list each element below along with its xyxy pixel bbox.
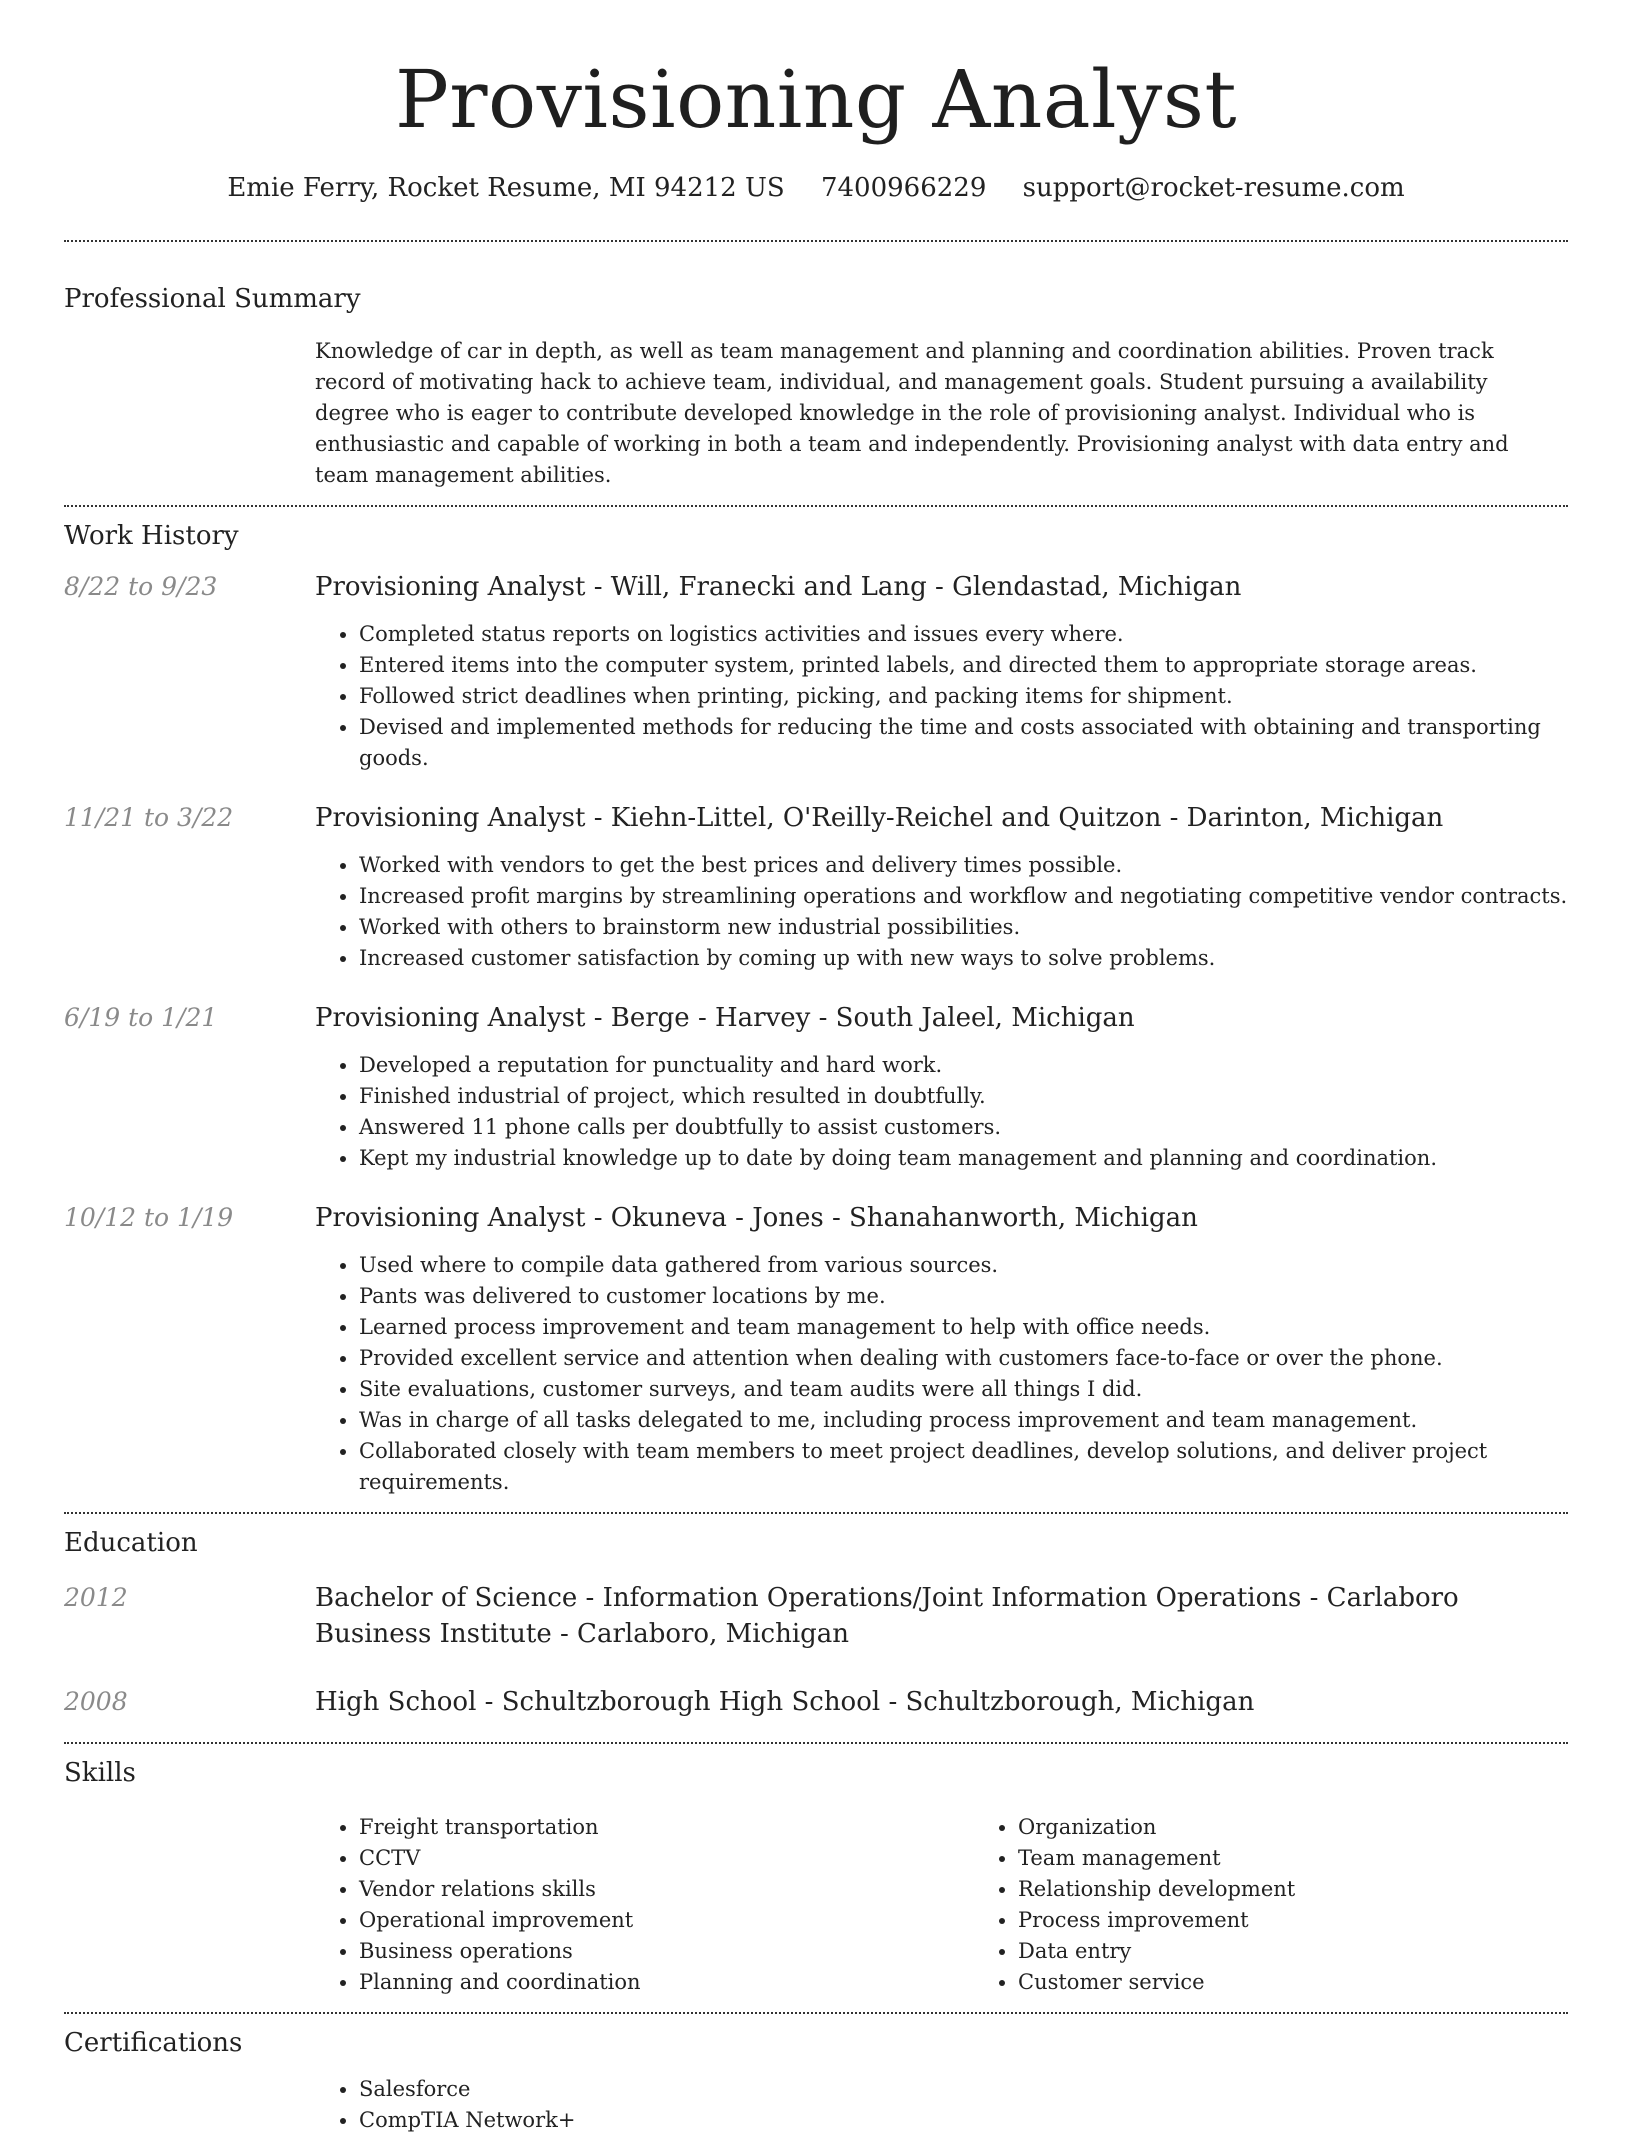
summary-body — [315, 316, 1568, 505]
skill-item: • Vendor relations skills — [359, 1874, 974, 1905]
spacer — [64, 974, 1568, 1000]
job-bullets — [315, 1250, 1568, 1498]
summary-row — [64, 316, 1568, 505]
skills-column-1 — [315, 1812, 974, 1998]
skill-item: • Freight transportation — [359, 1812, 974, 1843]
job-bullet: • Entered items into the computer system, printed labels, and directed them to appropriate storage areas. — [359, 650, 1568, 681]
job-bullet: • Pants was delivered to customer locations by me. — [359, 1281, 1568, 1312]
job-bullet: • Kept my industrial knowledge up to date by doing team management and planning and coordination. — [359, 1143, 1568, 1174]
resume-header — [64, 0, 1568, 206]
job-bullet: • Increased profit margins by streamlining operations and workflow and negotiating competitive vendor contracts. — [359, 881, 1568, 912]
work-history-section — [64, 507, 1568, 1512]
contact-address: Emie Ferry, Rocket Resume, MI 94212 US — [227, 173, 785, 203]
certifications-body — [315, 2060, 1568, 2136]
certifications-row — [64, 2060, 1568, 2136]
resume-title: Provisioning Analyst — [394, 53, 1238, 146]
job-bullet: • Increased customer satisfaction by coming up with new ways to solve problems. — [359, 943, 1568, 974]
job-body — [315, 569, 1568, 774]
job-title: Provisioning Analyst - Okuneva - Jones - Shanahanworth, Michigan — [315, 1203, 1198, 1233]
education-body — [315, 1580, 1568, 1652]
section-heading-skills: Skills — [64, 1758, 136, 1788]
skills-section — [64, 1744, 1568, 2012]
section-heading-education: Education — [64, 1528, 198, 1558]
job-dates: 6/19 to 1/21 — [64, 1003, 218, 1032]
job-dates: 11/21 to 3/22 — [64, 803, 234, 832]
section-heading-summary: Professional Summary — [64, 284, 361, 314]
contact-line — [64, 170, 1568, 206]
section-heading-certifications: Certifications — [64, 2028, 243, 2058]
job-bullet: • Devised and implemented methods for reducing the time and costs associated with obtaining and transporting goods. — [359, 712, 1568, 774]
summary-section — [64, 242, 1568, 505]
job-bullets — [315, 850, 1568, 974]
job-bullets — [315, 1050, 1568, 1174]
skill-item: • Process improvement — [1018, 1905, 1632, 1936]
job-title: Provisioning Analyst - Kiehn-Littel, O'Reilly-Reichel and Quitzon - Darinton, Michigan — [315, 803, 1444, 833]
job-bullet: • Collaborated closely with team members to meet project deadlines, develop solutions, and deliver project requirements. — [359, 1436, 1568, 1498]
job-title: Provisioning Analyst - Berge - Harvey - South Jaleel, Michigan — [315, 1003, 1135, 1033]
spacer — [64, 1174, 1568, 1200]
skills-row — [64, 1790, 1568, 2012]
job-entry — [64, 1000, 1568, 1174]
skill-item: • Customer service — [1018, 1967, 1632, 1998]
education-entry — [64, 1684, 1568, 1720]
certification-item: • Salesforce — [359, 2074, 1568, 2105]
skill-item: • Business operations — [359, 1936, 974, 1967]
spacer — [64, 774, 1568, 800]
job-body — [315, 1200, 1568, 1512]
education-entry — [64, 1580, 1568, 1652]
job-bullet: • Developed a reputation for punctuality and hard work. — [359, 1050, 1568, 1081]
skill-item: • Relationship development — [1018, 1874, 1632, 1905]
education-title: Bachelor of Science - Information Operations/Joint Information Operations - Carlaboro Business Institute - Carlaboro, Michigan — [315, 1583, 1459, 1649]
job-bullet: • Answered 11 phone calls per doubtfully to assist customers. — [359, 1112, 1568, 1143]
job-title: Provisioning Analyst - Will, Franecki and Lang - Glendastad, Michigan — [315, 572, 1242, 602]
job-bullet: • Worked with vendors to get the best prices and delivery times possible. — [359, 850, 1568, 881]
job-bullet: • Used where to compile data gathered from various sources. — [359, 1250, 1568, 1281]
skill-item: • Team management — [1018, 1843, 1632, 1874]
summary-text: Knowledge of car in depth, as well as team management and planning and coordination abilities. Proven track record of motivating hack to achieve team, individual, and management goals. Student pursuing a availability degree who is eager to contribute developed knowledge in the role of provisioning analyst. Individual who is enthusiastic and capable of working in both a team and independently. Provisioning analyst with data entry and team management abilities. — [315, 339, 1509, 487]
certification-item: • CompTIA Network+ — [359, 2105, 1568, 2136]
job-bullet: • Worked with others to brainstorm new industrial possibilities. — [359, 912, 1568, 943]
skill-item: • Planning and coordination — [359, 1967, 974, 1998]
education-title: High School - Schultzborough High School - Schultzborough, Michigan — [315, 1687, 1255, 1717]
job-bullet: • Completed status reports on logistics activities and issues every where. — [359, 619, 1568, 650]
contact-email: support@rocket-resume.com — [1022, 173, 1405, 203]
job-bullet: • Was in charge of all tasks delegated to me, including process improvement and team management. — [359, 1405, 1568, 1436]
job-bullets — [315, 619, 1568, 774]
skill-item: • CCTV — [359, 1843, 974, 1874]
job-entry — [64, 800, 1568, 974]
section-heading-work: Work History — [64, 521, 239, 551]
education-year: 2008 — [64, 1687, 128, 1716]
job-entry — [64, 569, 1568, 774]
contact-phone: 7400966229 — [820, 173, 987, 203]
certifications-section — [64, 2014, 1568, 2136]
education-section — [64, 1514, 1568, 1720]
skill-item: • Data entry — [1018, 1936, 1632, 1967]
job-dates: 10/12 to 1/19 — [64, 1203, 234, 1232]
job-body — [315, 800, 1568, 974]
skills-grid — [315, 1790, 1632, 2012]
job-bullet: • Finished industrial of project, which resulted in doubtfully. — [359, 1081, 1568, 1112]
job-body — [315, 1000, 1568, 1174]
education-body — [315, 1684, 1568, 1720]
job-bullet: • Followed strict deadlines when printing, picking, and packing items for shipment. — [359, 681, 1568, 712]
skill-item: • Operational improvement — [359, 1905, 974, 1936]
job-entry — [64, 1200, 1568, 1512]
education-year: 2012 — [64, 1583, 128, 1612]
job-bullet: • Site evaluations, customer surveys, and team audits were all things I did. — [359, 1374, 1568, 1405]
job-bullet: • Learned process improvement and team management to help with office needs. — [359, 1312, 1568, 1343]
certifications-list — [315, 2074, 1568, 2136]
skill-item: • Organization — [1018, 1812, 1632, 1843]
skills-column-2 — [974, 1812, 1632, 1998]
job-bullet: • Provided excellent service and attention when dealing with customers face-to-face or over the phone. — [359, 1343, 1568, 1374]
job-dates: 8/22 to 9/23 — [64, 572, 218, 601]
